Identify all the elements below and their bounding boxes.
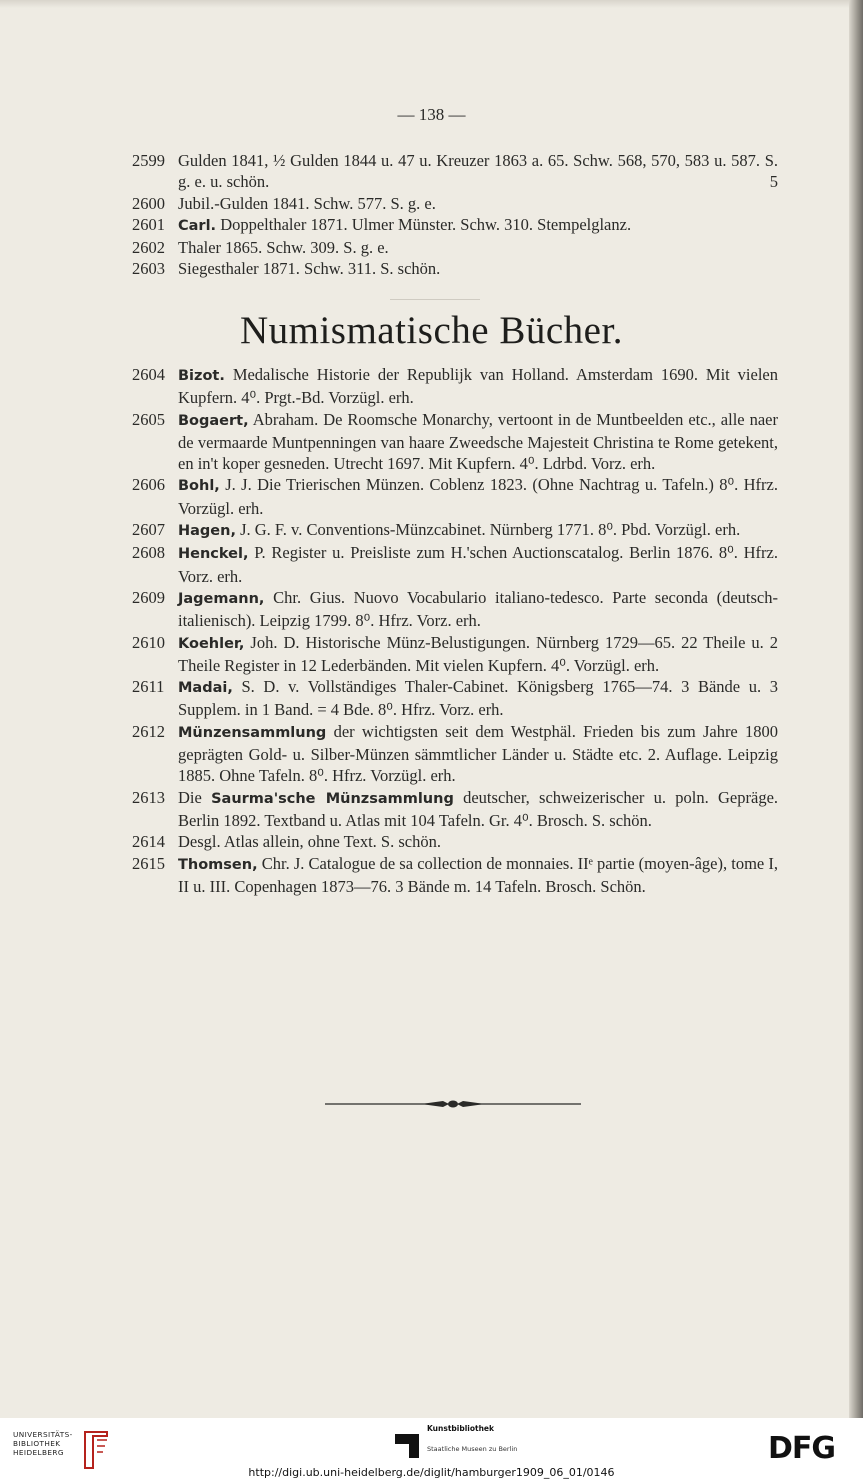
lot-description: P. Register u. Preisliste zum H.'schen Auctionscatalog. Berlin 1876. 8⁰. Hfrz. Vorz. erh. (178, 543, 778, 586)
lot-description: der wichtigsten seit dem Westphäl. Frieden bis zum Jahre 1800 geprägten Gold- u. Silber-Münzen sämmtlicher Länder u. Städte etc. 2. Auflage. Leipzig 1885. Ohne Tafeln. 8⁰. Hfrz. Vorzügl. erh. (178, 721, 779, 786)
lot-author: Madai, (178, 680, 233, 697)
lot-author: Koehler, (178, 635, 245, 652)
lot-entry (132, 721, 778, 787)
lot-number: 2600 (132, 193, 165, 213)
lot-entry (132, 258, 778, 279)
lot-entry (132, 787, 778, 832)
lot-description: J. G. F. v. Conventions-Münzcabinet. Nürnberg 1771. 8⁰. Pbd. Vorzügl. erh. (240, 520, 741, 540)
lot-author: Henckel, (178, 546, 249, 563)
section-divider (390, 299, 480, 300)
lot-number: 2611 (132, 677, 165, 697)
lot-author: Thomsen, (178, 856, 258, 873)
lot-description: Siegesthaler 1871. Schw. 311. S. schön. (178, 259, 441, 279)
lot-description: Thaler 1865. Schw. 309. S. g. e. (178, 238, 389, 258)
lot-author: Bohl, (178, 478, 220, 495)
dfg-logo[interactable]: DFG (768, 1431, 836, 1466)
lot-description: Abraham. De Roomsche Monarchy, vertoont in de Muntbeelden etc., alle naer de vermaarde Muntpenningen van haare Zweedsche Majesteit Christina te Rome getekent, en in't koper gesneden. Utrecht 1697. Mit Kupfern. 4⁰. Ldrbd. Vorz. erh. (178, 409, 778, 474)
lot-author: Saurma'sche Münzsammlung (211, 790, 454, 807)
kunstbibliothek-logo[interactable] (395, 1422, 555, 1462)
lot-entry (132, 150, 778, 193)
permalink-url[interactable]: http://digi.ub.uni-heidelberg.de/diglit/hamburger1909_06_01/0146 (248, 1466, 615, 1479)
kunstbibliothek-subtitle: Staatliche Museen zu Berlin (427, 1445, 518, 1453)
lot-entry (132, 474, 778, 519)
lot-entry (132, 364, 778, 409)
lot-entry (132, 542, 778, 587)
lot-number: 2603 (132, 259, 165, 279)
lot-entry (132, 409, 778, 475)
university-mark-icon (81, 1430, 111, 1470)
book-lot-list (132, 364, 778, 897)
lot-description: J. J. Die Trierischen Münzen. Coblenz 1823. (Ohne Nachtrag u. Tafeln.) 8⁰. Hfrz. Vorzügl. erh. (178, 475, 778, 518)
lot-entry (132, 587, 778, 632)
lot-entry (132, 831, 778, 852)
lot-description: S. D. v. Vollständiges Thaler-Cabinet. Königsberg 1765—74. 3 Bände u. 3 Supplem. in 1 Band. = 4 Bde. 8⁰. Hfrz. Vorz. erh. (178, 677, 778, 720)
lot-description: Desgl. Atlas allein, ohne Text. S. schön. (178, 832, 441, 852)
lot-count: 5 (769, 172, 778, 192)
lot-number: 2607 (132, 520, 165, 540)
section-title: Numismatische Bücher. (239, 309, 624, 352)
kunstbibliothek-mark-icon (395, 1434, 419, 1458)
lot-name: Carl. (178, 217, 217, 234)
digitization-footer (0, 1418, 863, 1481)
lot-entry (132, 632, 778, 677)
page-top-shadow (0, 0, 863, 8)
lot-number: 2613 (132, 787, 165, 807)
page-number: — 138 — (397, 105, 466, 124)
lot-description: Chr. J. Catalogue de sa collection de monnaies. IIᵉ partie (moyen-âge), tome I, II u. III. Copenhagen 1873—76. 3 Bände m. 14 Tafeln. Brosch. Schön. (178, 853, 779, 896)
lot-description: deutscher, schweizerischer u. poln. Gepräge. Berlin 1892. Textband u. Atlas mit 104 Tafeln. Gr. 4⁰. Brosch. S. schön. (178, 787, 779, 830)
lot-number: 2601 (132, 214, 165, 234)
lot-description: Medalische Historie der Republijk van Holland. Amsterdam 1690. Mit vielen Kupfern. 4⁰. Prgt.-Bd. Vorzügl. erh. (178, 365, 778, 408)
page-edge-shadow (849, 0, 863, 1418)
lot-entry (132, 237, 778, 258)
lot-author: Hagen, (178, 523, 236, 540)
lot-number: 2612 (132, 721, 165, 741)
lot-author: Münzensammlung (178, 724, 327, 741)
lot-number: 2605 (132, 409, 165, 429)
lot-number: 2602 (132, 238, 165, 258)
lot-entry (132, 676, 778, 721)
coin-lot-list (132, 150, 778, 280)
lot-author: Bogaert, (178, 412, 249, 429)
lot-number: 2615 (132, 853, 165, 873)
lot-author: Bizot. (178, 368, 225, 384)
lot-prefix: Die (178, 787, 202, 807)
lot-description: Gulden 1841, ½ Gulden 1844 u. 47 u. Kreuzer 1863 a. 65. Schw. 568, 570, 583 u. 587. S. g. e. u. schön. (178, 151, 778, 192)
lot-number: 2610 (132, 632, 165, 652)
lot-description: Joh. D. Historische Münz-Belustigungen. Nürnberg 1729—65. 22 Theile u. 2 Theile Register in 12 Lederbänden. Mit vielen Kupfern. 4⁰. Vorzügl. erh. (178, 632, 778, 675)
lot-entry (132, 193, 778, 214)
lot-entry (132, 519, 778, 542)
lot-entry (132, 214, 778, 237)
lot-entry (132, 853, 778, 898)
lot-number: 2608 (132, 543, 165, 563)
end-ornament (325, 1097, 581, 1111)
university-name: UNIVERSITÄTS- BIBLIOTHEK HEIDELBERG (13, 1430, 73, 1457)
lot-description: Chr. Gius. Nuovo Vocabulario italiano-tedesco. Parte seconda (deutsch-italienisch). Leipzig 1799. 8⁰. Hfrz. Vorz. erh. (178, 587, 778, 631)
lot-description: Jubil.-Gulden 1841. Schw. 577. S. g. e. (178, 193, 436, 213)
kunstbibliothek-name: Kunstbibliothek (427, 1424, 495, 1433)
lot-number: 2606 (132, 475, 165, 495)
lot-number: 2609 (132, 587, 165, 607)
lot-number: 2599 (132, 151, 165, 170)
lot-author: Jagemann, (178, 590, 265, 607)
lot-number: 2614 (132, 832, 165, 852)
lot-description: Doppelthaler 1871. Ulmer Münster. Schw. 310. Stempelglanz. (220, 214, 632, 234)
lot-number: 2604 (132, 365, 165, 384)
